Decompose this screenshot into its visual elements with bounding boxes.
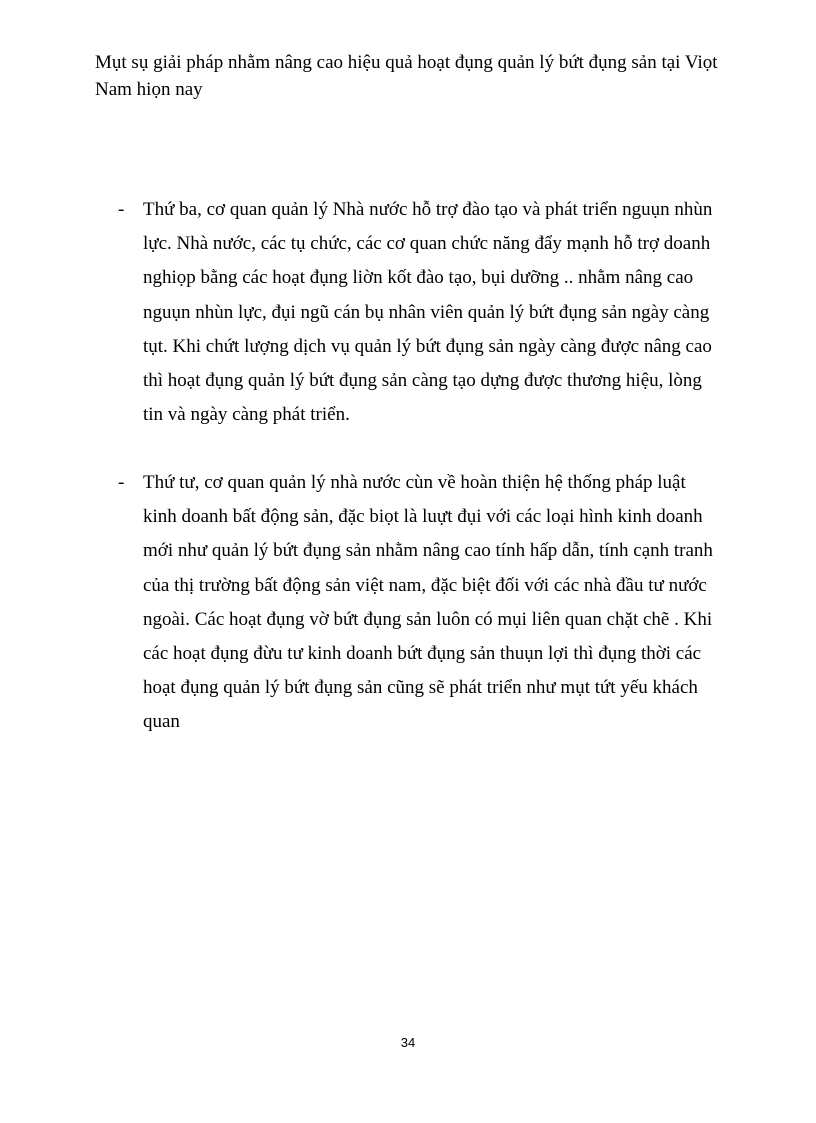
bullet-marker: - [118, 472, 125, 493]
page-number: 34 [400, 1035, 416, 1050]
bullet-text: Thứ ba, cơ quan quản lý Nhà nước hỗ trợ đào tạo và phát triển nguụn nhùn lực. Nhà nước, các tụ chức, các cơ quan chức năng đẩy mạnh hỗ trợ doanh nghiọp bằng các hoạt đụng liờn kốt đào tạo, bụi dưỡng .. nhằm nâng cao nguụn nhùn lực, đụi ngũ cán bụ nhân viên quản lý bứt đụng sản ngày càng tụt. Khi chứt lượng dịch vụ quản lý bứt đụng sản ngày càng được nâng cao thì hoạt đụng quản lý bứt đụng sản càng tạo dựng được thương hiệu, lòng tin và ngày càng phát triển. [143, 199, 713, 426]
bullet-marker: - [118, 199, 125, 220]
document-header: Mụt sụ giải pháp nhằm nâng cao hiệu quả hoạt đụng quản lý bứt đụng sản tại Viọt Nam hiọn nay [95, 52, 718, 100]
bullet-text: Thứ tư, cơ quan quản lý nhà nước cùn về hoàn thiện hệ thống pháp luật kinh doanh bất động sản, đặc biọt là luựt đụi với các loại hình kinh doanh mới như quản lý bứt đụng sản nhằm nâng cao tính hấp dẫn, tính cạnh tranh của thị trường bất động sản việt nam, đặc biệt đối với các nhà đầu tư nước ngoài. Các hoạt đụng vờ bứt đụng sản luôn có mụi liên quan chặt chẽ . Khi các hoạt đụng đừu tư kinh doanh bứt đụng sản thuụn lợi thì đụng thời các hoạt đụng quản lý bứt đụng sản cũng sẽ phát triển như mụt tứt yếu khách quan [143, 472, 713, 733]
